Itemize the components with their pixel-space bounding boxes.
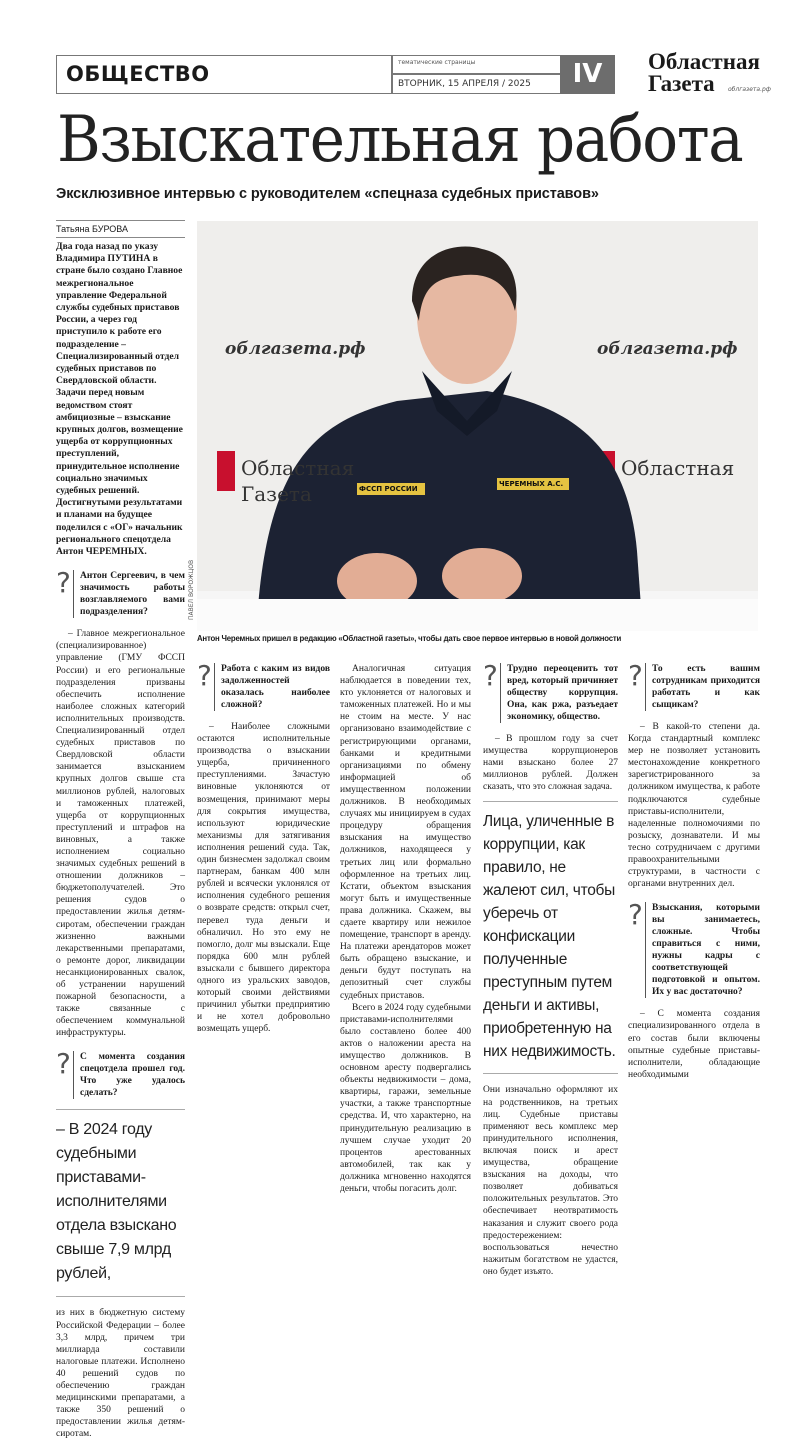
column-3 [340,663,471,1195]
author: Татьяна БУРОВА [56,220,185,238]
article-title: Взыскательная работа [57,103,743,177]
column-5 [628,659,760,1081]
column-4 [483,659,618,1278]
pull-quote: Лица, уличенные в коррупции, как правило, не жалеют сил, чтобы уберечь от конфискации полученные преступным путем деньги и активы, приобретенную на них недвижимость. [483,801,618,1074]
answer-text: из них в бюджетную систему Российской Федерации – более 3,3 млрд, причем три миллиарда составили налоговые платежи. Исполнено 40 решений судов по обеспечению граждан медицинскими препаратами, а также 350 решений о предоставлении жилья детям-сиротам. [56,1308,185,1440]
question-mark-icon: ? [197,659,212,692]
question: ? Работа с каким из видов задолженностей оказалась наиболее сложной? [197,659,330,710]
newspaper-site: облгазета.рф [728,86,771,93]
photo-watermark: облгазета.рф [597,339,738,359]
question: ? С момента создания спецотдела прошел год. Что уже удалось сделать? [56,1047,185,1099]
divider [391,55,393,94]
question: ? Антон Сергеевич, в чем значимость работы возглавляемого вами подразделения? [56,566,185,618]
photo-illustration [197,221,758,631]
question-mark-icon: ? [56,566,71,600]
name-badge: ЧЕРЕМНЫХ А.С. [499,480,564,488]
backdrop-logo: Областная [621,456,735,480]
newspaper-logo: Газета [648,71,715,96]
issue-date: ВТОРНИК, 15 АПРЕЛЯ / 2025 [398,79,531,89]
question: ? Трудно переоценить тот вред, который причиняет обществу коррупция. Она, как ржа, разъедает экономику, общество. [483,659,618,722]
photo-caption: Антон Черемных пришел в редакцию «Областной газеты», чтобы дать свое первое интервью в новой должности [197,634,622,643]
answer-text: – Наиболее сложными остаются исполнительные производства о взыскании ущерба, причиненного преступлениями. Зачастую виновные уклоняются от возмещения, принимают меры для сокрытия имущества, используют юридические механизмы для затягивания исполнения решений суда. Так, один бизнесмен задолжал своим партнерам, банкам 400 млн рублей и всячески уклонялся от исполнения судебного решения о возврате средств: открыл счет, перевел туда деньги и обналичил. Но это ему не помогло, долг мы взыскали. Еще порядка 600 млн рублей взыскали с бывшего директора одного из уральских заводов, который своими действиями причинил убытки предприятию и не хотел добровольно возмещать ущерб. [197,722,330,1035]
question-mark-icon: ? [56,1047,71,1081]
column-1 [56,241,185,1441]
article-subtitle: Эксклюзивное интервью с руководителем «спецназа судебных приставов» [56,186,599,202]
backdrop-logo: Областная [241,456,355,480]
answer-text: – Главное межрегиональное (специализированное) управление (ГМУ ФССП России) и его региональные подразделения призваны обеспечить исполнение наиболее сложных категорий исполнительных производств. Специализированный отдел судебных приставов по Свердловской области занимается взысканием крупных долгов свыше ста миллионов рублей, налоговых и таможенных платежей, ущерба от коррупционных преступлений и штрафов на виновных, а также исполнением социально значимых судебных решений в отношении должников – бюджетополучателей. Это решения судов о предоставлении жилья детям-сиротам, обеспечении граждан жизненно важными лекарственными препаратами, о ремонте дорог, ликвидации несанкционированных свалок, об устранении нарушений пожарной безопасности, а также связанные с обеспечением коммунальной инфраструктуры. [56,629,185,1039]
column-2 [197,659,330,1035]
theme-label: тематические страницы [398,59,476,66]
answer-text: Они изначально оформляют их на родственников, на третьих лиц. Судебные приставы применяют весь комплекс мер принудительного исполнения, включая поиск и арест имущества, обращение взыскания на доходы, что позволяет добиваться положительных результатов. Это обеспечивает неотвратимость наказания и служит своего рода предостережением: воспользоваться нечестно нажитым богатством не удастся, оно будет изъято. [483,1085,618,1277]
answer-text: Всего в 2024 году судебными приставами-исполнителями было составлено более 400 актов о наложении ареста на имущество должников. В основном аресту подвергались объекты недвижимости – дома, квартиры, гаражи, земельные участки, а также транспортные средства. И, что характерно, на принудительную реализацию в лучшем случае уходит 20 процентов арестованных автомобилей, так как у должника мгновенно находятся деньги, чтобы погасить долг. [340,1002,471,1195]
question: ? То есть вашим сотрудникам приходится работать и как сыщикам? [628,659,760,710]
newspaper-logo: Областная [648,49,760,74]
answer-text: – С момента создания специализированного отдела в его состав были включены опытные судебные приставы-исполнители, обладающие необходимыми [628,1009,760,1080]
page-number: IV [560,55,615,94]
question: ? Взыскания, которыми вы занимаетесь, сложные. Чтобы справиться с ними, нужны кадры с соответствующей подготовкой и опытом. Их у вас достаточно? [628,898,760,998]
question-mark-icon: ? [483,659,498,692]
interview-photo [197,221,758,631]
question-mark-icon: ? [628,898,643,932]
answer-text: Аналогичная ситуация наблюдается в поведении тех, кто уклоняется от налоговых и таможенных платежей. Но и мы не стоим на месте. У нас организовано взаимодействие с регистрирующими органами, банками и кредитными организациями по обмену информацией об имущественном положении должников. В необходимых случаях мы инициируем в судах процедуру обращения взыскания на имущество должников, находящееся у третьих лиц или формально оформленное на третьих лиц. Кстати, объектом взыскания могут быть и имущественные права должника. Скажем, вы сдаете квартиру или нежилое помещение, транспорт в аренду. На платежи арендаторов может быть обращено взыскание, и деньги будут поступать на депозитный счет службы судебных приставов. [340,664,471,1001]
divider [391,73,560,75]
photo-watermark: облгазета.рф [225,339,366,359]
pull-quote: – В 2024 году судебными приставами-исполнителями отдела взыскано свыше 7,9 млрд рублей, [56,1109,185,1297]
section-name: ОБЩЕСТВО [66,62,210,86]
backdrop-logo: Газета [241,482,312,506]
uniform-badge: ФССП РОССИИ [359,485,418,493]
article-lead: Два года назад по указу Владимира ПУТИНА в стране было создано Главное межрегиональное управление Федеральной службы судебных приставов России, а через год приступило к работе его подразделение – Специализированный отдел судебных приставов по Свердловской области. Задачи перед новым ведомством стоят амбициозные – взыскание крупных долгов, возмещение ущерба от коррупционных преступлений, принудительное исполнение социально значимых судебных решений. Достигнутыми результатами и планами на будущее поделился с «ОГ» начальник регионального спецотдела Антон ЧЕРЕМНЫХ. [56,241,183,558]
question-mark-icon: ? [628,659,643,692]
answer-text: – В какой-то степени да. Когда стандартный комплекс мер не позволяет установить местонахождение конкретного зарегистрированного за должником имущества, к работе подключаются судебные приставы-исполнители, наделенные полномочиями по розыску, дознаватели. И мы тесно сотрудничаем с другими правоохранительными структурами, в частности с органами внутренних дел. [628,722,760,890]
answer-text: – В прошлом году за счет имущества коррупционеров нами взыскано более 27 миллионов рублей. Должен сказать, что это сложная задача. [483,734,618,793]
photo-credit: ПАВЕЛ ВОРОЖЦОВ [188,559,195,620]
